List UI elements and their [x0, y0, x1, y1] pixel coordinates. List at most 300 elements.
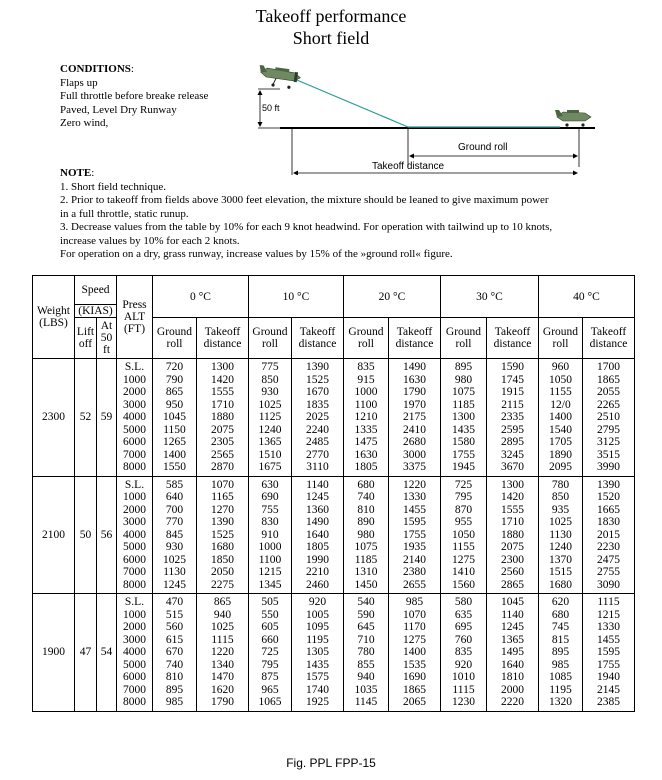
altitude-value: 1000: [123, 608, 146, 621]
table-value: 1620: [211, 683, 234, 696]
table-value: 740: [357, 491, 375, 503]
table-value: 1075: [354, 541, 378, 553]
altitude-value: S.L.: [124, 361, 145, 373]
table-value: 1130: [163, 566, 186, 578]
table-value: 795: [454, 491, 473, 503]
table-value: 1390: [211, 516, 234, 528]
table-value: 2895: [501, 436, 524, 448]
ground-roll-cell: [344, 476, 389, 594]
table-value: 1805: [354, 461, 378, 473]
table-value: 1140: [501, 608, 524, 621]
table-value: 1245: [163, 578, 186, 591]
table-value: 850: [261, 373, 279, 386]
altitude-value: 3000: [123, 516, 146, 528]
press-alt-cell: [117, 359, 153, 477]
lift-off-speed-cell: 50: [75, 476, 97, 594]
table-value: 1745: [501, 373, 524, 386]
note-line: 3. Decrease values from the table by 10% for each 9 knot headwind. For operation with tailwind up to 10 knots,: [60, 221, 553, 233]
table-value: 1710: [501, 516, 524, 528]
table-value: 2075: [501, 541, 524, 553]
table-value: 3990: [597, 461, 620, 473]
note-line: For operation on a dry, grass runway, increase values by 15% of the »ground roll« figure.: [60, 248, 453, 260]
table-value: 1710: [211, 398, 234, 411]
table-value: 960: [551, 361, 570, 373]
table-value: 1535: [403, 658, 426, 671]
altitude-value: 1000: [123, 373, 146, 386]
takeoff-distance-cell: [389, 359, 441, 477]
table-value: 1475: [354, 436, 378, 448]
altitude-value: 4000: [123, 646, 146, 658]
altitude-value: 3000: [123, 398, 146, 411]
table-value: 795: [261, 658, 279, 671]
table-value: 1755: [597, 658, 620, 671]
table-value: 660: [261, 633, 279, 646]
table-value: 1270: [211, 503, 234, 516]
table-value: 1265: [163, 436, 186, 448]
table-value: 1680: [211, 541, 234, 553]
table-value: 1115: [597, 596, 620, 608]
kias-header: (KIAS): [75, 305, 117, 318]
table-value: 2475: [597, 553, 620, 566]
table-value: 1085: [549, 671, 572, 683]
table-value: 1925: [306, 696, 329, 708]
table-value: 1050: [452, 528, 475, 541]
note-line: increase values by 10% for each 2 knots.: [60, 234, 240, 247]
temp-header-10: 10 °C: [249, 276, 344, 318]
table-value: 1210: [354, 411, 378, 423]
table-value: 870: [454, 503, 473, 516]
note-line: 1. Short field technique.: [60, 180, 167, 193]
table-value: 590: [357, 608, 375, 621]
altitude-value: 8000: [123, 696, 146, 708]
table-value: 2680: [403, 436, 426, 448]
press-alt-cell: [117, 594, 153, 712]
table-value: 985: [165, 696, 184, 708]
table-value: 965: [261, 683, 279, 696]
note-block: NOTE: 1. Short field technique. 2. Prior to takeoff from fields above 3000 feet elevation, the mixture should be leaned to give maximum power in a full throttle, static runup. 3. Decrease values from the table by 10% for each 9 knot headwind. For operation with tailwind up to 10 knots, increase values by 10% for each 2 knots. For operation on a dry, grass runway, increase values by 15% of the »ground roll« figure.: [60, 167, 620, 262]
table-value: 2385: [597, 696, 620, 708]
altitude-value: 7000: [123, 566, 146, 578]
table-value: 2565: [211, 448, 234, 461]
table-value: 2795: [597, 423, 620, 436]
table-value: 1640: [306, 528, 329, 541]
table-value: 2075: [211, 423, 234, 436]
table-value: 1420: [211, 373, 234, 386]
table-value: 1240: [549, 541, 572, 553]
table-value: 1155: [452, 541, 475, 553]
table-value: 1935: [403, 541, 426, 553]
table-value: 2095: [549, 461, 572, 473]
table-value: 1455: [597, 633, 620, 646]
ground-roll-cell: [249, 594, 292, 712]
table-value: 540: [357, 596, 375, 608]
table-value: 1170: [403, 621, 426, 633]
table-value: 1360: [306, 503, 329, 516]
table-value: 1555: [211, 386, 234, 398]
height-label: 50 ft: [262, 103, 280, 113]
takeoff-distance-header: Takeoff distance: [389, 318, 441, 359]
table-value: 3670: [501, 461, 524, 473]
table-value: 2240: [306, 423, 329, 436]
table-value: 1185: [452, 398, 475, 411]
table-value: 560: [165, 621, 184, 633]
table-value: 1100: [258, 553, 282, 566]
table-value: 1000: [258, 541, 282, 553]
takeoff-distance-cell: [197, 594, 249, 712]
table-value: 855: [357, 658, 375, 671]
table-value: 1025: [211, 621, 234, 633]
table-value: 1590: [501, 361, 524, 373]
lift-off-speed-cell: 52: [75, 359, 97, 477]
table-value: 2595: [501, 423, 524, 436]
ground-roll-cell: [344, 594, 389, 712]
table-value: 1000: [354, 386, 378, 398]
ground-roll-cell: [539, 359, 583, 477]
takeoff-distance-cell: [487, 476, 539, 594]
table-value: 875: [261, 671, 279, 683]
table-value: 930: [261, 386, 279, 398]
ground-roll-cell: [249, 359, 292, 477]
table-value: 1215: [258, 566, 282, 578]
table-value: 1125: [258, 411, 282, 423]
table-value: 1755: [403, 528, 426, 541]
table-value: 1300: [211, 361, 234, 373]
table-value: 1525: [211, 528, 234, 541]
table-value: 1670: [306, 386, 329, 398]
table-value: 1075: [452, 386, 475, 398]
table-value: 895: [551, 646, 570, 658]
table-value: 2210: [306, 566, 329, 578]
table-value: 1115: [452, 683, 475, 696]
table-value: 1805: [306, 541, 329, 553]
weight-header: Weight (LBS): [33, 276, 75, 359]
table-value: 3090: [597, 578, 620, 591]
table-value: 940: [357, 671, 375, 683]
table-value: 2655: [403, 578, 426, 591]
table-value: 1140: [306, 478, 329, 491]
takeoff-distance-label: Takeoff distance: [372, 161, 445, 172]
table-value: 1045: [163, 411, 186, 423]
table-value: 850: [551, 491, 570, 503]
table-value: 695: [454, 621, 473, 633]
table-value: 1370: [549, 553, 572, 566]
table-value: 1245: [306, 491, 329, 503]
takeoff-performance-table: [32, 275, 635, 712]
table-value: 940: [213, 608, 232, 621]
table-value: 640: [165, 491, 184, 503]
table-value: 1580: [452, 436, 475, 448]
table-value: 3110: [306, 461, 329, 473]
table-value: 2410: [403, 423, 426, 436]
table-value: 835: [454, 646, 473, 658]
table-value: 1810: [501, 671, 524, 683]
altitude-value: 6000: [123, 553, 146, 566]
altitude-value: 4000: [123, 411, 146, 423]
takeoff-distance-cell: [583, 476, 635, 594]
table-value: 635: [454, 608, 473, 621]
table-value: 1025: [163, 553, 186, 566]
table-value: 1915: [501, 386, 524, 398]
table-value: 915: [357, 373, 375, 386]
table-value: 2560: [501, 566, 524, 578]
table-value: 3515: [597, 448, 620, 461]
table-value: 1220: [403, 478, 426, 491]
table-value: 2230: [597, 541, 620, 553]
ground-roll-cell: [153, 359, 197, 477]
table-value: 2865: [501, 578, 524, 591]
table-value: 1560: [452, 578, 475, 591]
table-value: 1630: [403, 373, 426, 386]
table-value: 1300: [501, 478, 524, 491]
page-subtitle: Short field: [292, 28, 370, 48]
table-value: 1880: [211, 411, 234, 423]
table-value: 505: [261, 596, 279, 608]
table-value: 1185: [354, 553, 378, 566]
table-value: 1155: [549, 386, 572, 398]
table-value: 1300: [452, 411, 475, 423]
lift-off-header: Lift off: [75, 318, 97, 359]
table-value: 755: [261, 503, 279, 516]
takeoff-distance-cell: [197, 476, 249, 594]
table-value: 1470: [211, 671, 234, 683]
table-value: 1145: [354, 696, 378, 708]
table-value: 515: [165, 608, 184, 621]
table-value: 2025: [306, 411, 329, 423]
table-value: 1310: [354, 566, 378, 578]
table-value: 1940: [597, 671, 620, 683]
altitude-value: 6000: [123, 436, 146, 448]
page-title: Takeoff performance: [255, 6, 407, 26]
at-50ft-speed-cell: 54: [97, 594, 117, 712]
table-value: 2335: [501, 411, 524, 423]
table-value: 985: [551, 658, 570, 671]
table-value: 1365: [501, 633, 524, 646]
figure-caption: Fig. PPL FPP-15: [286, 756, 376, 770]
altitude-value: 6000: [123, 671, 146, 683]
press-alt-header: Press ALT (FT): [117, 276, 153, 359]
takeoff-distance-cell: [292, 594, 344, 712]
table-row: [33, 594, 635, 712]
table-value: 1680: [549, 578, 572, 591]
table-value: 1025: [549, 516, 572, 528]
table-value: 1095: [306, 621, 329, 633]
altitude-value: 7000: [123, 448, 146, 461]
temp-header-20: 20 °C: [344, 276, 441, 318]
table-value: 920: [454, 658, 473, 671]
table-value: 1455: [403, 503, 426, 516]
table-value: 770: [165, 516, 184, 528]
table-value: 740: [165, 658, 184, 671]
table-value: 680: [551, 608, 570, 621]
table-value: 1755: [452, 448, 475, 461]
table-value: 2770: [306, 448, 329, 461]
table-value: 1490: [403, 361, 426, 373]
table-value: 1705: [549, 436, 572, 448]
table-value: 725: [454, 478, 473, 491]
table-value: 1880: [501, 528, 524, 541]
temp-header-30: 30 °C: [441, 276, 539, 318]
temp-header-0: 0 °C: [153, 276, 249, 318]
table-value: 1865: [403, 683, 426, 696]
table-value: 910: [261, 528, 279, 541]
table-value: 895: [454, 361, 473, 373]
table-value: 1050: [549, 373, 572, 386]
temp-header-40: 40 °C: [539, 276, 635, 318]
table-value: 1970: [403, 398, 426, 411]
table-value: 3245: [501, 448, 524, 461]
table-value: 2145: [597, 683, 620, 696]
takeoff-distance-header: Takeoff distance: [583, 318, 635, 359]
table-value: 1550: [163, 461, 186, 473]
table-value: 1400: [549, 411, 572, 423]
press-alt-cell: [117, 476, 153, 594]
table-value: 1575: [306, 671, 329, 683]
table-value: 1115: [211, 633, 234, 646]
takeoff-distance-cell: [292, 359, 344, 477]
table-value: 1335: [354, 423, 378, 436]
table-value: 1025: [258, 398, 282, 411]
table-value: 1435: [452, 423, 475, 436]
takeoff-distance-header: Takeoff distance: [197, 318, 249, 359]
at-50ft-header: At 50 ft: [97, 318, 117, 359]
table-value: 930: [165, 541, 184, 553]
table-value: 670: [165, 646, 184, 658]
table-value: 2485: [306, 436, 329, 448]
table-value: 1100: [354, 398, 378, 411]
table-value: 2015: [597, 528, 620, 541]
table-value: 1835: [306, 398, 329, 411]
weight-cell: 1900: [33, 594, 75, 712]
table-value: 2275: [211, 578, 234, 591]
table-value: 1420: [501, 491, 524, 503]
table-value: 710: [357, 633, 375, 646]
altitude-value: 2000: [123, 503, 146, 516]
table-value: 1510: [258, 448, 282, 461]
table-value: 1945: [452, 461, 475, 473]
table-value: 955: [454, 516, 473, 528]
table-value: 890: [357, 516, 375, 528]
table-value: 1675: [258, 461, 282, 473]
table-value: 2755: [597, 566, 620, 578]
table-value: 1245: [501, 621, 524, 633]
table-value: 1330: [403, 491, 426, 503]
table-value: 1555: [501, 503, 524, 516]
table-value: 1065: [258, 696, 282, 708]
ground-roll-label: Ground roll: [458, 142, 508, 153]
table-row: [33, 359, 635, 477]
ground-roll-cell: [344, 359, 389, 477]
table-value: 1400: [403, 646, 426, 658]
table-value: 1400: [163, 448, 186, 461]
table-value: 1390: [597, 478, 620, 491]
table-value: 1640: [501, 658, 524, 671]
altitude-value: 5000: [123, 658, 146, 671]
table-value: 12/0: [550, 398, 571, 411]
table-value: 1690: [403, 671, 426, 683]
table-value: 1320: [549, 696, 572, 708]
altitude-value: 1000: [123, 491, 146, 503]
ground-roll-header: Ground roll: [153, 318, 197, 359]
table-value: 1790: [211, 696, 234, 708]
ground-roll-header: Ground roll: [441, 318, 487, 359]
conditions-heading: CONDITIONS: [60, 63, 131, 75]
table-value: 1435: [306, 658, 329, 671]
table-value: 810: [357, 503, 375, 516]
table-value: 985: [405, 596, 424, 608]
table-value: 2140: [403, 553, 426, 566]
weight-cell: 2300: [33, 359, 75, 477]
table-value: 1230: [452, 696, 475, 708]
table-value: 1390: [306, 361, 329, 373]
takeoff-distance-cell: [197, 359, 249, 477]
altitude-value: 3000: [123, 633, 146, 646]
table-value: 1850: [211, 553, 234, 566]
ground-roll-header: Ground roll: [249, 318, 292, 359]
at-50ft-speed-cell: 59: [97, 359, 117, 477]
table-value: 1340: [211, 658, 234, 671]
table-value: 1520: [597, 491, 620, 503]
takeoff-distance-cell: [292, 476, 344, 594]
table-value: 1240: [258, 423, 282, 436]
table-value: 935: [551, 503, 570, 516]
table-value: 550: [261, 608, 279, 621]
speed-header: Speed: [75, 276, 117, 305]
table-value: 2065: [403, 696, 426, 708]
table-value: 980: [454, 373, 473, 386]
table-value: 2000: [501, 683, 524, 696]
weight-cell: 2100: [33, 476, 75, 594]
altitude-value: 8000: [123, 461, 146, 473]
table-value: 1330: [597, 621, 620, 633]
ground-roll-header: Ground roll: [539, 318, 583, 359]
table-value: 1070: [403, 608, 426, 621]
table-value: 1165: [211, 491, 234, 503]
altitude-value: S.L.: [124, 596, 145, 608]
table-value: 865: [213, 596, 232, 608]
table-value: 1045: [501, 596, 524, 608]
note-line: 2. Prior to takeoff from fields above 3000 feet elevation, the mixture should be leaned to give maximum power: [60, 194, 549, 206]
table-value: 720: [165, 361, 184, 373]
table-value: 1630: [354, 448, 378, 461]
takeoff-distance-header: Takeoff distance: [292, 318, 344, 359]
table-value: 3000: [403, 448, 426, 461]
table-value: 1305: [306, 646, 329, 658]
table-value: 1890: [549, 448, 572, 461]
table-value: 1150: [163, 423, 186, 436]
table-value: 835: [357, 361, 375, 373]
table-value: 1495: [501, 646, 524, 658]
table-value: 1345: [258, 578, 282, 591]
table-value: 585: [165, 478, 184, 491]
takeoff-distance-cell: [583, 594, 635, 712]
takeoff-distance-cell: [389, 476, 441, 594]
table-value: 1525: [306, 373, 329, 386]
table-value: 700: [165, 503, 184, 516]
table-value: 1515: [549, 566, 572, 578]
table-value: 1595: [597, 646, 620, 658]
table-value: 865: [165, 386, 184, 398]
table-value: 3125: [597, 436, 620, 448]
table-value: 2265: [597, 398, 620, 411]
table-value: 605: [261, 621, 279, 633]
table-value: 895: [165, 683, 184, 696]
table-value: 1365: [258, 436, 282, 448]
table-value: 615: [165, 633, 184, 646]
table-value: 645: [357, 621, 375, 633]
table-value: 2175: [403, 411, 426, 423]
table-value: 1035: [354, 683, 378, 696]
table-value: 690: [261, 491, 279, 503]
